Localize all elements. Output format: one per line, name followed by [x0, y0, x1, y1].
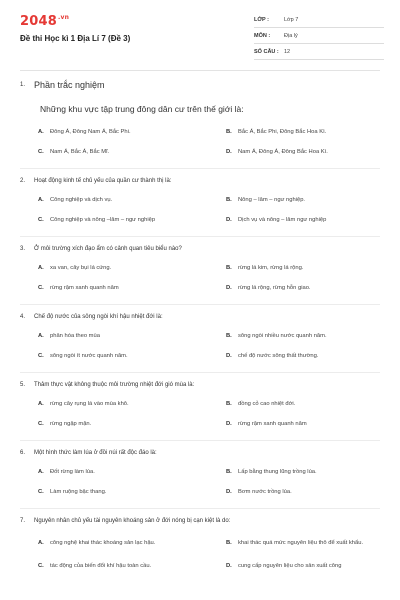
- option-text: rừng rậm xanh quanh năm: [238, 421, 307, 427]
- option-d[interactable]: [226, 210, 398, 230]
- option-letter: A.: [38, 333, 44, 339]
- meta-row-subject: [254, 28, 384, 44]
- question-6: [20, 450, 380, 502]
- option-text: khai thác quá mức nguyên liệu thô để xuất khẩu.: [238, 539, 364, 546]
- question-heading: [20, 314, 380, 320]
- option-text: chế độ nước sông thất thường.: [238, 353, 319, 359]
- option-text: Công nghiệp và nông –lâm – ngư nghiệp: [50, 217, 156, 223]
- option-letter: B.: [226, 197, 232, 203]
- option-text: rừng lá rộng, rừng hỗn giao.: [238, 285, 311, 291]
- meta-key: LỚP :: [254, 16, 269, 23]
- option-text: Nam Á, Bắc Á, Bắc Mĩ.: [50, 149, 110, 155]
- option-letter: D.: [226, 353, 232, 359]
- meta-key: MÔN :: [254, 32, 271, 39]
- option-d[interactable]: [226, 278, 398, 298]
- options: [38, 462, 380, 502]
- option-d[interactable]: [226, 414, 398, 434]
- option-a[interactable]: [38, 122, 210, 142]
- option-letter: D.: [226, 489, 232, 495]
- question-heading: [20, 246, 380, 252]
- meta-value: Lớp 7: [284, 16, 299, 23]
- question-heading: [20, 178, 380, 184]
- question-heading: [20, 518, 380, 524]
- option-text: công nghệ khai thác khoáng sản lạc hậu.: [50, 540, 156, 546]
- option-letter: B.: [226, 539, 232, 546]
- option-b[interactable]: [226, 462, 398, 482]
- option-letter: A.: [38, 540, 44, 546]
- option-text: Nông – lâm – ngư nghiệp.: [238, 197, 306, 203]
- option-a[interactable]: [38, 462, 210, 482]
- option-d[interactable]: [226, 142, 398, 162]
- question-text: Ở môi trường xích đạo ẩm có cảnh quan tiêu biểu nào?: [34, 246, 182, 252]
- option-text: rừng cây rụng lá vào mùa khô.: [50, 401, 129, 407]
- question-divider: [20, 440, 380, 441]
- option-text: sông ngòi nhiều nước quanh năm.: [238, 333, 327, 339]
- question-heading: [20, 382, 380, 388]
- option-letter: C.: [38, 489, 44, 495]
- option-text: Bơm nước trồng lúa.: [238, 489, 292, 495]
- option-letter: C.: [38, 421, 44, 427]
- options: [38, 394, 380, 434]
- exam-meta: [254, 12, 384, 60]
- page-header: [0, 0, 400, 62]
- option-d[interactable]: [226, 346, 398, 366]
- option-letter: A.: [38, 401, 44, 407]
- question-7: [20, 518, 380, 576]
- options: [38, 326, 380, 366]
- option-text: phân hóa theo mùa: [50, 333, 100, 339]
- option-c[interactable]: [38, 278, 210, 298]
- question-2: [20, 178, 380, 230]
- question-5: [20, 382, 380, 434]
- logo-tld: .vn: [57, 14, 70, 21]
- option-text: Lấp bằng thung lũng trồng lúa.: [238, 469, 317, 475]
- question-4: [20, 314, 380, 366]
- option-text: Bắc Á, Bắc Phi, Đông Bắc Hoa Kì.: [238, 129, 327, 135]
- question-3: [20, 246, 380, 298]
- option-text: cung cấp nguyên liệu cho sản xuất công: [238, 563, 342, 569]
- option-letter: A.: [38, 265, 44, 271]
- meta-key: SỐ CÂU :: [254, 48, 279, 55]
- option-b[interactable]: [226, 326, 398, 346]
- option-text: sông ngòi ít nước quanh năm.: [50, 353, 128, 359]
- option-c[interactable]: [38, 482, 210, 502]
- option-a[interactable]: [38, 326, 210, 346]
- option-b[interactable]: [226, 394, 398, 414]
- options: [38, 530, 380, 576]
- question-number: 6.: [20, 450, 26, 456]
- meta-row-count: [254, 44, 384, 60]
- option-text: Đông Á, Đông Nam Á, Bắc Phi.: [50, 129, 131, 135]
- meta-row-class: [254, 12, 384, 28]
- options: [38, 258, 380, 298]
- option-letter: D.: [226, 563, 232, 569]
- option-letter: C.: [38, 149, 44, 155]
- question-number: 7.: [20, 518, 26, 524]
- question-number: 5.: [20, 382, 26, 388]
- option-text: rừng lá kim, rừng lá rộng.: [238, 265, 304, 271]
- option-b[interactable]: [226, 122, 398, 142]
- option-text: xa van, cây bụi lá cứng.: [50, 265, 112, 271]
- option-a[interactable]: [38, 258, 210, 278]
- option-text: Đốt rừng làm lúa.: [50, 469, 95, 475]
- option-text: rừng rậm xanh quanh năm: [50, 285, 119, 291]
- question-text: Nguyên nhân chủ yếu tài nguyên khoáng sản ở đới nóng bị cạn kiệt là do:: [34, 518, 231, 524]
- option-text: rừng ngập mặn.: [50, 421, 92, 427]
- option-c[interactable]: [38, 556, 210, 576]
- question-heading: [20, 450, 380, 456]
- option-letter: B.: [226, 129, 232, 135]
- question-number: 4.: [20, 314, 26, 320]
- options: [38, 190, 380, 230]
- question-heading: [20, 80, 380, 90]
- option-letter: B.: [226, 333, 232, 339]
- option-letter: D.: [226, 421, 232, 427]
- option-letter: D.: [226, 285, 232, 291]
- option-text: tác động của biến đổi khí hậu toàn cầu.: [50, 563, 152, 569]
- option-letter: B.: [226, 401, 232, 407]
- question-divider: [20, 168, 380, 169]
- option-d[interactable]: [226, 556, 398, 576]
- option-d[interactable]: [226, 482, 398, 502]
- option-letter: A.: [38, 129, 44, 135]
- option-letter: C.: [38, 285, 44, 291]
- question-number: 2.: [20, 178, 26, 184]
- option-letter: A.: [38, 197, 44, 203]
- option-letter: C.: [38, 217, 44, 223]
- question-1: [20, 80, 380, 162]
- option-c[interactable]: [38, 142, 210, 162]
- option-text: đồng cỏ cao nhiệt đới.: [238, 401, 296, 407]
- question-number: 1.: [20, 82, 26, 88]
- option-c[interactable]: [38, 414, 210, 434]
- section-heading: Phần trắc nghiệm: [34, 80, 105, 90]
- question-number: 3.: [20, 246, 26, 252]
- option-b[interactable]: [226, 258, 398, 278]
- option-text: Làm ruộng bậc thang.: [50, 489, 107, 495]
- question-text: Thảm thực vật không thuộc môi trường nhiệt đới gió mùa là:: [34, 382, 195, 388]
- option-c[interactable]: [38, 346, 210, 366]
- option-text: Công nghiệp và dịch vụ.: [50, 197, 113, 203]
- option-a[interactable]: [38, 530, 210, 556]
- option-a[interactable]: [38, 190, 210, 210]
- meta-value: Địa lý: [284, 32, 298, 39]
- header-divider: [20, 70, 380, 71]
- question-divider: [20, 236, 380, 237]
- option-letter: B.: [226, 265, 232, 271]
- option-letter: C.: [38, 563, 44, 569]
- option-letter: B.: [226, 469, 232, 475]
- logo-main: 2048: [20, 14, 57, 29]
- question-divider: [20, 508, 380, 509]
- page-title: Đề thi Học kì 1 Địa Lí 7 (Đề 3): [20, 34, 131, 43]
- option-letter: A.: [38, 469, 44, 475]
- option-letter: C.: [38, 353, 44, 359]
- options: [38, 122, 380, 162]
- question-text: Một hình thức làm lúa ở đồi núi rất độc đáo là:: [34, 450, 157, 456]
- question-text: Chế độ nước của sông ngòi khí hậu nhiệt đới là:: [34, 314, 163, 320]
- option-letter: D.: [226, 149, 232, 155]
- option-a[interactable]: [38, 394, 210, 414]
- question-divider: [20, 304, 380, 305]
- question-divider: [20, 372, 380, 373]
- option-b[interactable]: [226, 190, 398, 210]
- question-list: [20, 80, 380, 576]
- meta-value: 12: [284, 48, 291, 55]
- option-letter: D.: [226, 217, 232, 223]
- option-c[interactable]: [38, 210, 210, 230]
- option-text: Dịch vụ và nông – lâm ngư nghiệp: [238, 217, 327, 223]
- option-text: Nam Á, Đông Á, Đông Bắc Hoa Kì.: [238, 149, 328, 155]
- site-logo[interactable]: [20, 14, 69, 29]
- option-b[interactable]: [226, 530, 398, 556]
- question-text: Những khu vực tập trung đông dân cư trên thế giới là:: [40, 104, 244, 114]
- question-text: Hoạt động kinh tế chủ yếu của quần cư thành thị là:: [34, 178, 172, 184]
